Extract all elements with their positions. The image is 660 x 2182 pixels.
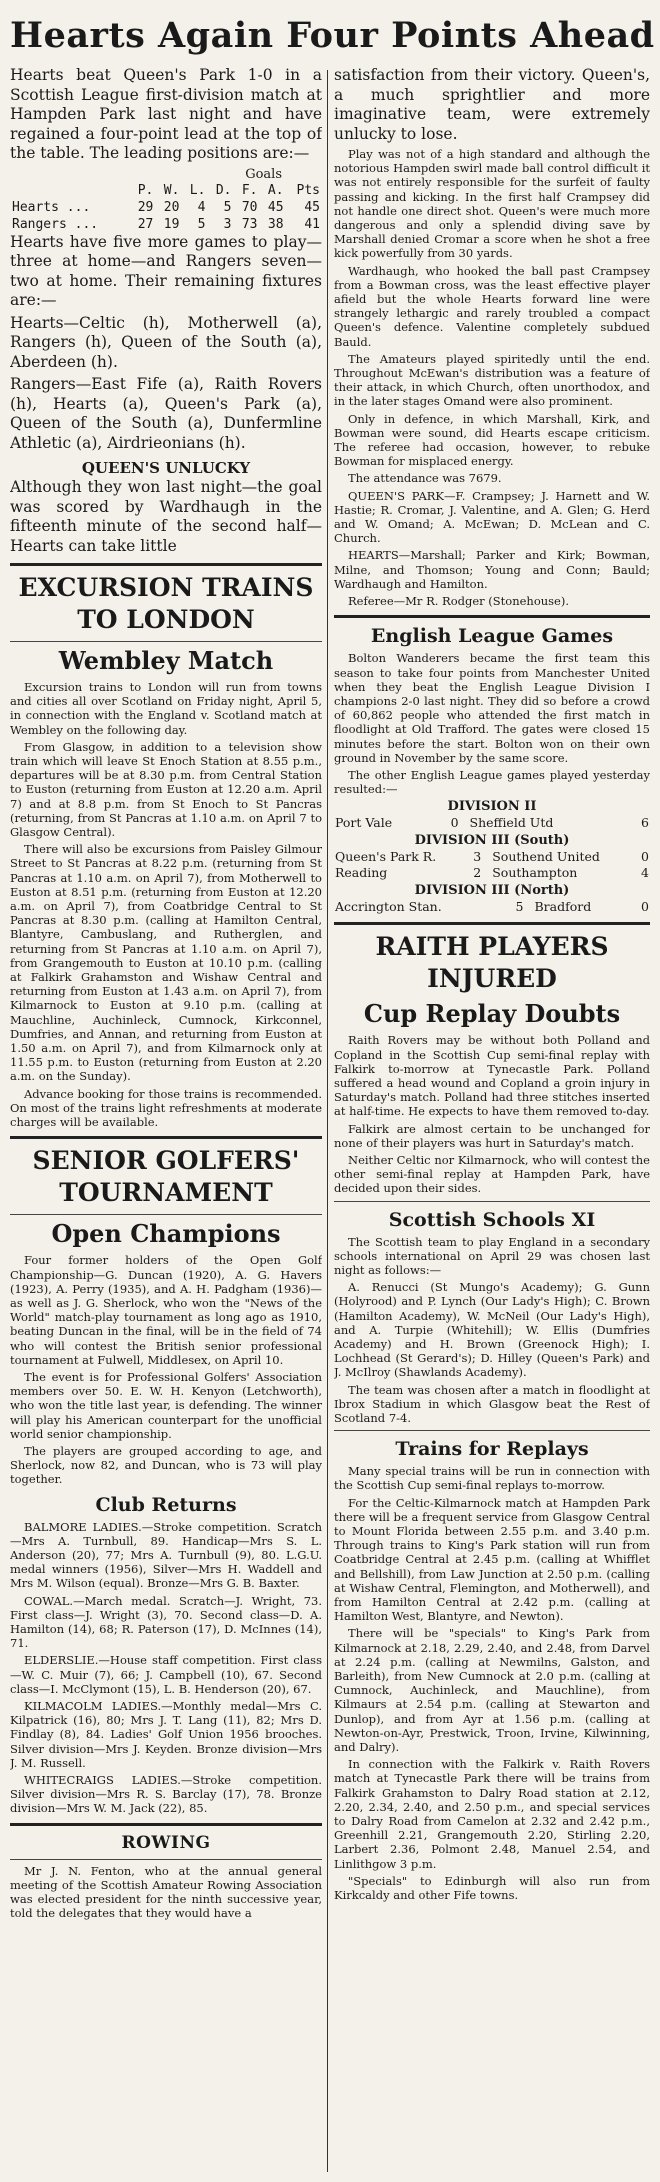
table-cell: 3 [223,216,232,232]
home-score: 5 [515,899,524,915]
golf-para: The players are grouped according to age, and Sherlock, now 82, and Duncan, who is 73 will play together. [10,1443,322,1487]
hearts-fixtures: Hearts—Celtic (h), Motherwell (a), Rangers (h), Queen of the South (a), Aberdeen (h). [10,313,322,371]
excursion-para: Advance booking for those trains is recommended. On most of the trains light refreshments at moderate charges will be available. [10,1086,322,1130]
division-heading: DIVISION III (South) [414,833,570,849]
excursion-para: There will also be excursions from Paisley Gilmour Street to St Pancras at 8.22 p.m. (returning from St Pancras at 1.10 a.m. on April 7), from Motherwell to Euston at 8.51 p.m. (returning from Euston at 12.20 a.m. on April 7), from Coatbridge Central to St Pancras at 8.30 p.m. (calling at Hamilton Central, Blantyre, Cambuslang, and Rutherglen, and returning from St Pancras at 1.10 a.m. on April 7), from Grangemouth to Euston at 10.10 p.m. (calling at Falkirk Grahamston and Wishaw Central and returning from Euston at 1.43 a.m. on April 7), from Kilmarnock to Euston at 9.10 p.m. (calling at Mauchline, Auchinleck, Cumnock, Kirkconnel, Dumfries, and Annan, and returning from Euston at 1.50 a.m. on April 7), and from Kilmarnock only at 11.55 p.m. to Euston (returning from Euston at 2.20 a.m. on the Sunday). [10,842,322,1084]
table-row [334,849,650,865]
match-report-para: Only in defence, in which Marshall, Kirk, and Bowman were sound, did Hearts escape criticism. The referee had occasion, however, to rebuke Bowman for misplaced energy. [334,411,650,469]
remaining-games: Hearts have five more games to play—three at home—and Rangers seven—two at home. Their remaining fixtures are:— [10,232,322,309]
rowing-heading: ROWING [121,1832,211,1853]
results-table [334,899,650,915]
unlucky-subheading: QUEEN'S UNLUCKY [81,459,251,477]
match-report-para: The Amateurs played spiritedly until the end. Throughout McEwan's distribution was a feature of their attack, in which Church, often unorthodox, and in the later stages Omand were also prominent. [334,351,650,409]
english-league-para: Bolton Wanderers became the first team this season to take four points from Manchester United when they beat the English League Division I champions 2-0 last night. They did so before a crowd of 60,862 people who attended the first match in floodlight at Old Trafford. The gates were closed 15 minutes before the start. Bolton won on their own ground in November by the same score. [334,651,650,765]
team-name: Hearts ... [12,199,91,215]
away-team: Southend United [492,849,600,865]
col-won: W. [163,182,180,198]
table-cell: 73 [241,216,258,232]
table-row [10,216,322,233]
trains-para: Many special trains will be run in connection with the Scottish Cup semi-final replays to-morrow. [334,1464,650,1493]
rowing-para: Mr J. N. Fenton, who at the annual general meeting of the Scottish Amateur Rowing Association was elected president for the ninth successive year, told the delegates that they would have a [10,1863,322,1921]
col-for: F. [241,182,258,198]
club-return: BALMORE LADIES.—Stroke competition. Scratch—Mrs A. Turnbull, 89. Handicap—Mrs S. L. Anderson (20), 77; Mrs A. Turnbull (9), 80. L.G.U. medal winners (1956), Silver—Mrs H. Waddell and Mrs M. Wilson (equal). Bronze—Mrs G. B. Baxter. [10,1519,322,1591]
schools-para: The team was chosen after a match in floodlight at Ibrox Stadium in which Glasgow beat the Rest of Scotland 7-4. [334,1382,650,1425]
trains-para: In connection with the Falkirk v. Raith Rovers match at Tynecastle Park there will be trains from Falkirk Grahamston to Dalry Road station at 2.12, 2.20, 2.34, 2.40, and 2.50 p.m., and special services to Dalry Road from Camelon at 2.32 and 2.42 p.m., Greenhill 2.21, Grangemouth 2.20, Stirling 2.20, Larbert 2.36, Polmont 2.48, Manuel 2.54, and Linlithgow 3 p.m. [334,1757,650,1871]
unlucky-text: Although they won last night—the goal was scored by Wardhaugh in the fifteenth minute of the second half—Hearts can take little [10,478,322,555]
section-divider [10,641,322,642]
golf-para: Four former holders of the Open Golf Championship—G. Duncan (1920), A. G. Havers (1923), A. Perry (1935), and A. H. Padgham (1936)—as well as J. G. Sherlock, who won the "News of the World" match-play tournament as long ago as 1910, beating Duncan in the final, will be in the field of 74 who will contest the British senior professional tournament at Fulwell, Middlesex, on April 10. [10,1253,322,1367]
open-champions-heading: Open Champions [51,1219,281,1249]
league-table-header [10,182,322,199]
excursion-para: From Glasgow, in addition to a television show train which will leave St Enoch Station at 8.55 p.m., departures will be at 8.30 p.m. from Central Station to Euston (returning from Euston at 12.20 a.m. April 7) and at 8.8 p.m. from St Enoch to St Pancras (returning, from St Pancras at 1.10 a.m. on April 7 to Glasgow Central). [10,739,322,840]
home-team: Queen's Park R. [335,849,437,865]
home-score: 0 [450,815,459,831]
club-returns-heading: Club Returns [95,1493,237,1516]
section-divider [10,1823,322,1826]
table-cell: 29 [137,199,154,215]
match-report-para: satisfaction from their victory. Queen's, a much sprightlier and more imaginative team, were extremely unlucky to lose. [334,66,650,143]
wembley-heading: Wembley Match [58,646,274,675]
table-cell: 27 [137,216,154,232]
table-row [334,899,650,915]
division-heading: DIVISION III (North) [414,883,570,899]
home-team: Port Vale [335,815,393,831]
club-return: COWAL.—March medal. Scratch—J. Wright, 73. First class—J. Wright (3), 70. Second class—D. A. Hamilton (14), 68; R. Paterson (17), D. McInnes (14), 71. [10,1593,322,1651]
club-return: ELDERSLIE.—House staff competition. First class—W. C. Muir (7), 66; J. Campbell (10), 67. Second class—I. McClymont (15), L. B. Henderson (20), 67. [10,1653,322,1696]
golf-para: The event is for Professional Golfers' Association members over 50. E. W. H. Kenyon (Letchworth), who won the title last year, is defending. The winner will play his American counterpart for the unofficial world senior championship. [10,1369,322,1441]
hearts-intro: Hearts beat Queen's Park 1-0 in a Scottish League first-division match at Hampden Park last night and have regained a four-point lead at the top of the table. The leading positions are:— [10,66,322,162]
home-score: 3 [473,849,482,865]
english-league-heading: English League Games [370,625,614,648]
home-team: Accrington Stan. [335,899,442,915]
col-points: Pts [296,182,320,198]
queens-park-lineup: QUEEN'S PARK—F. Crampsey; J. Harnett and W. Hastie; R. Cromar, J. Valentine, and A. Glen; G. Herd and W. Omand; A. McEwan; D. McLean and C. Church. [334,488,650,546]
home-score: 2 [473,865,482,881]
hearts-lineup: HEARTS—Marshall; Parker and Kirk; Bowman, Milne, and Thomson; Young and Conn; Bauld; Wardhaugh and Hamilton. [334,548,650,591]
col-against: A. [267,182,284,198]
trains-para: "Specials" to Edinburgh will also run from Kirkcaldy and other Fife towns. [334,1873,650,1903]
away-score: 0 [641,899,649,915]
away-team: Bradford [534,899,592,915]
table-cell: 20 [163,199,180,215]
club-return: KILMACOLM LADIES.—Monthly medal—Mrs C. Kilpatrick (16), 80; Mrs J. T. Lang (11), 82; Mrs D. Findlay (8), 84. Ladies' Golf Union 1956 brooches. Silver division—Mrs J. Keyden. Bronze division—Mrs J. M. Russell. [10,1698,322,1770]
section-divider [10,1214,322,1215]
away-score: 0 [641,849,649,865]
section-divider [334,1201,650,1202]
col-played: P. [137,182,154,198]
excursion-para: Excursion trains to London will run from towns and cities all over Scotland on Friday night, April 5, in connection with the England v. Scotland match at Wembley on the following day. [10,680,322,737]
home-team: Reading [335,865,388,881]
away-team: Sheffield Utd [469,815,554,831]
table-cell: 70 [241,199,258,215]
right-column [334,66,650,2176]
trains-heading: Trains for Replays [395,1438,589,1461]
team-name: Rangers ... [12,216,99,232]
table-cell: 19 [163,216,180,232]
section-divider [10,1859,322,1860]
cup-replay-heading: Cup Replay Doubts [363,999,621,1029]
match-report-para: Play was not of a high standard and although the notorious Hampden swirl made ball control difficult it was not entirely responsible for the surfeit of faulty passing and kicking. In the first half Crampsey did not handle one direct shot. Queen's were much more dangerous and only a splendid diving save by Marshall denied Cromar a score when he shot a free kick powerfully from 30 yards. [334,147,650,261]
trains-para: For the Celtic-Kilmarnock match at Hampden Park there will be a frequent service from Glasgow Central to Mount Florida between 2.55 p.m. and 3.40 p.m. Through trains to King's Park station will run from Coatbridge Central at 2.45 p.m. (calling at Whifflet and Bellshill), from Law Junction at 2.50 p.m. (calling at Wishaw Central, Flemington, and Motherwell), and from Hamilton Central at 2.42 p.m. (calling at Hamilton West, Blantyre, and Newton). [334,1495,650,1624]
away-team: Southampton [492,865,578,881]
division-heading: DIVISION II [447,799,537,815]
section-divider [334,615,650,618]
away-score: 4 [641,865,649,881]
raith-para: Raith Rovers may be without both Polland and Copland in the Scottish Cup semi-final replay with Falkirk to-morrow at Tynecastle Park. Polland suffered a head wound and Copland a groin injury in Saturday's match. Polland had three stitches inserted at half-time. He expects to have them removed to-day. [334,1033,650,1119]
page-headline: Hearts Again Four Points Ahead [10,15,655,56]
league-table [10,182,322,233]
schools-para: The Scottish team to play England in a secondary schools international on April 29 was chosen last night as follows:— [334,1234,650,1277]
table-cell: 5 [223,199,232,215]
table-cell: 45 [267,199,284,215]
rangers-fixtures: Rangers—East Fife (a), Raith Rovers (h), Hearts (a), Queen's Park (a), Queen of the South (a), Dunfermline Athletic (a), Airdrieonians (h). [10,375,322,452]
schools-para: A. Renucci (St Mungo's Academy); G. Gunn (Holyrood) and P. Lynch (Our Lady's High); C. Brown (Hamilton Academy), W. McNeil (Our Lady's High), and A. Turpie (Whitehill); W. Ellis (Dumfries Academy) and H. Brown (Greenock High); I. Lochhead (St Gerard's); D. Hilley (Queen's Park) and J. McIlroy (Shawlands Academy). [334,1280,650,1380]
raith-para: Falkirk are almost certain to be unchanged for none of their players was hurt in Saturday's match. [334,1121,650,1150]
column-rule [327,70,328,2172]
section-divider [334,922,650,925]
section-divider [334,1430,650,1431]
table-row [10,199,322,216]
english-league-para: The other English League games played yesterday resulted:— [334,767,650,797]
match-report-para: Wardhaugh, who hooked the ball past Crampsey from a Bowman cross, was the least effective player afield but the whole Hearts forward line were strangely lethargic and rarely troubled a compact Queen's defence. Valentine completely subdued Bauld. [334,263,650,349]
referee: Referee—Mr R. Rodger (Stonehouse). [348,594,570,609]
table-cell: 38 [267,216,284,232]
table-cell: 4 [197,199,206,215]
table-row [334,815,650,831]
trains-para: There will be "specials" to King's Park from Kilmarnock at 2.18, 2.29, 2.40, and 2.48, from Darvel at 2.24 p.m. (calling at Newmilns, Galston, and Barleith), from New Cumnock at 2.0 p.m. (calling at Cumnock, Auchinleck, and Mauchline), from Kilmaurs at 2.54 p.m. (calling at Stewarton and Dunlop), and from Ayr at 1.56 p.m. (calling at Newton-on-Ayr, Prestwick, Troon, Irvine, Kilwinning, and Dalry). [334,1626,650,1755]
table-cell: 5 [197,216,206,232]
excursion-heading: EXCURSION TRAINS TO LONDON [18,573,314,634]
col-team [10,182,129,199]
col-drawn: D. [215,182,232,198]
club-return: WHITECRAIGS LADIES.—Stroke competition. Silver division—Mrs R. S. Barclay (17), 78. Bronze division—Mrs W. M. Jack (22), 85. [10,1773,322,1816]
away-score: 6 [641,815,649,831]
section-divider [10,563,322,566]
golfers-heading: SENIOR GOLFERS' TOURNAMENT [32,1146,300,1208]
table-row [334,865,650,881]
goals-label: Goals [245,166,282,182]
results-table [334,815,650,831]
table-cell: 41 [304,216,320,232]
table-cell: 45 [304,199,320,215]
results-table [334,849,650,881]
schools-heading: Scottish Schools XI [388,1208,596,1231]
section-divider [10,1136,322,1139]
raith-heading: RAITH PLAYERS INJURED [375,932,609,994]
raith-para: Neither Celtic nor Kilmarnock, who will contest the other semi-final replay at Hampden Park, have decided upon their sides. [334,1152,650,1196]
col-lost: L. [189,182,206,198]
left-column [10,66,322,2176]
attendance: The attendance was 7679. [348,471,502,486]
